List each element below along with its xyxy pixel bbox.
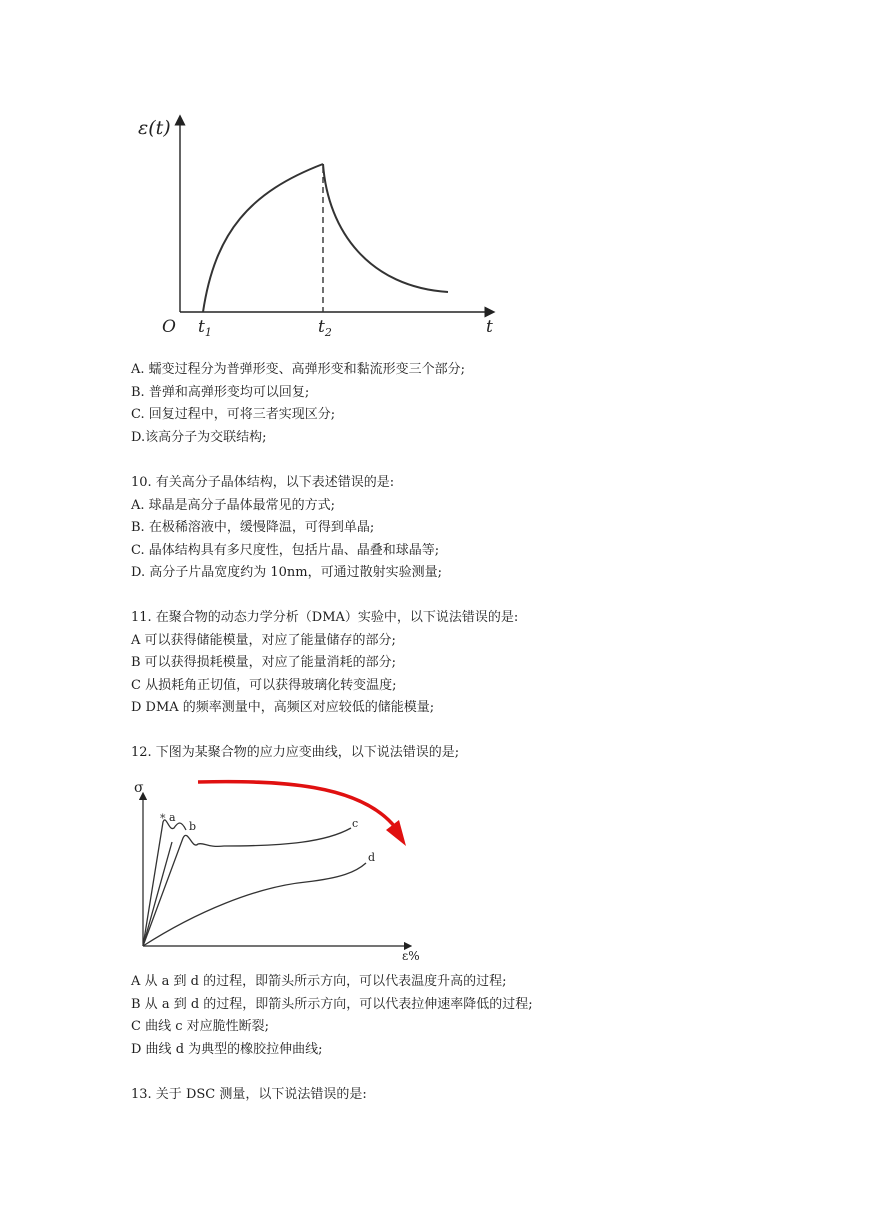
q10-option-b: B. 在极稀溶液中，缓慢降温，可得到单晶; bbox=[131, 520, 375, 535]
q12-option-b: B 从 a 到 d 的过程，即箭头所示方向，可以代表拉伸速率降低的过程; bbox=[131, 997, 533, 1012]
red-arrow-icon bbox=[190, 772, 420, 852]
q10-option-a: A. 球晶是高分子晶体最常见的方式; bbox=[131, 498, 336, 513]
q12-stem: 12. 下图为某聚合物的应力应变曲线，以下说法错误的是; bbox=[131, 745, 460, 760]
q9-option-d: D.该高分子为交联结构; bbox=[131, 430, 267, 445]
t1-label: $t_1$ bbox=[198, 317, 212, 339]
q13-stem: 13. 关于 DSC 测量，以下说法错误的是: bbox=[131, 1087, 367, 1102]
q11-option-d: D DMA 的频率测量中，高频区对应较低的储能模量; bbox=[131, 700, 435, 715]
q9-option-b: B. 普弹和高弹形变均可以回复; bbox=[131, 385, 310, 400]
q12-option-d: D 曲线 d 为典型的橡胶拉伸曲线; bbox=[131, 1042, 323, 1057]
creep-curve bbox=[203, 164, 323, 312]
x-axis-label: ε% bbox=[402, 949, 420, 963]
q11-stem: 11. 在聚合物的动态力学分析（DMA）实验中，以下说法错误的是: bbox=[131, 610, 519, 625]
curve-b-label: b bbox=[189, 820, 197, 833]
q10-stem: 10. 有关高分子晶体结构，以下表述错误的是: bbox=[131, 475, 395, 490]
q11-option-c: C 从损耗角正切值，可以获得玻璃化转变温度; bbox=[131, 678, 397, 693]
curve-d bbox=[143, 863, 366, 946]
curve-c-label: c bbox=[352, 817, 359, 830]
y-axis-label: σ bbox=[134, 780, 144, 796]
creep-recovery-figure bbox=[138, 112, 510, 342]
q10-option-c: C. 晶体结构具有多尺度性，包括片晶、晶叠和球晶等; bbox=[131, 543, 440, 558]
curve-a-label: a bbox=[169, 811, 176, 824]
q10-option-d: D. 高分子片晶宽度约为 10nm，可通过散射实验测量; bbox=[131, 565, 442, 580]
q9-option-c: C. 回复过程中，可将三者实现区分; bbox=[131, 407, 336, 422]
x-axis-label: t bbox=[486, 317, 493, 337]
curve-a-break-mark: * bbox=[160, 812, 166, 825]
q12-option-c: C 曲线 c 对应脆性断裂; bbox=[131, 1019, 270, 1034]
recovery-curve bbox=[323, 164, 448, 292]
origin-label: O bbox=[162, 317, 176, 337]
q11-option-b: B 可以获得损耗模量，对应了能量消耗的部分; bbox=[131, 655, 397, 670]
q9-option-a: A. 蠕变过程分为普弹形变、高弹形变和黏流形变三个部分; bbox=[131, 362, 466, 377]
y-axis-label: ε(t) bbox=[138, 117, 171, 139]
q11-option-a: A 可以获得储能模量，对应了能量储存的部分; bbox=[131, 633, 396, 648]
q12-option-a: A 从 a 到 d 的过程，即箭头所示方向，可以代表温度升高的过程; bbox=[131, 974, 507, 989]
t2-label: $t_2$ bbox=[318, 317, 332, 339]
curve-d-label: d bbox=[368, 851, 376, 864]
